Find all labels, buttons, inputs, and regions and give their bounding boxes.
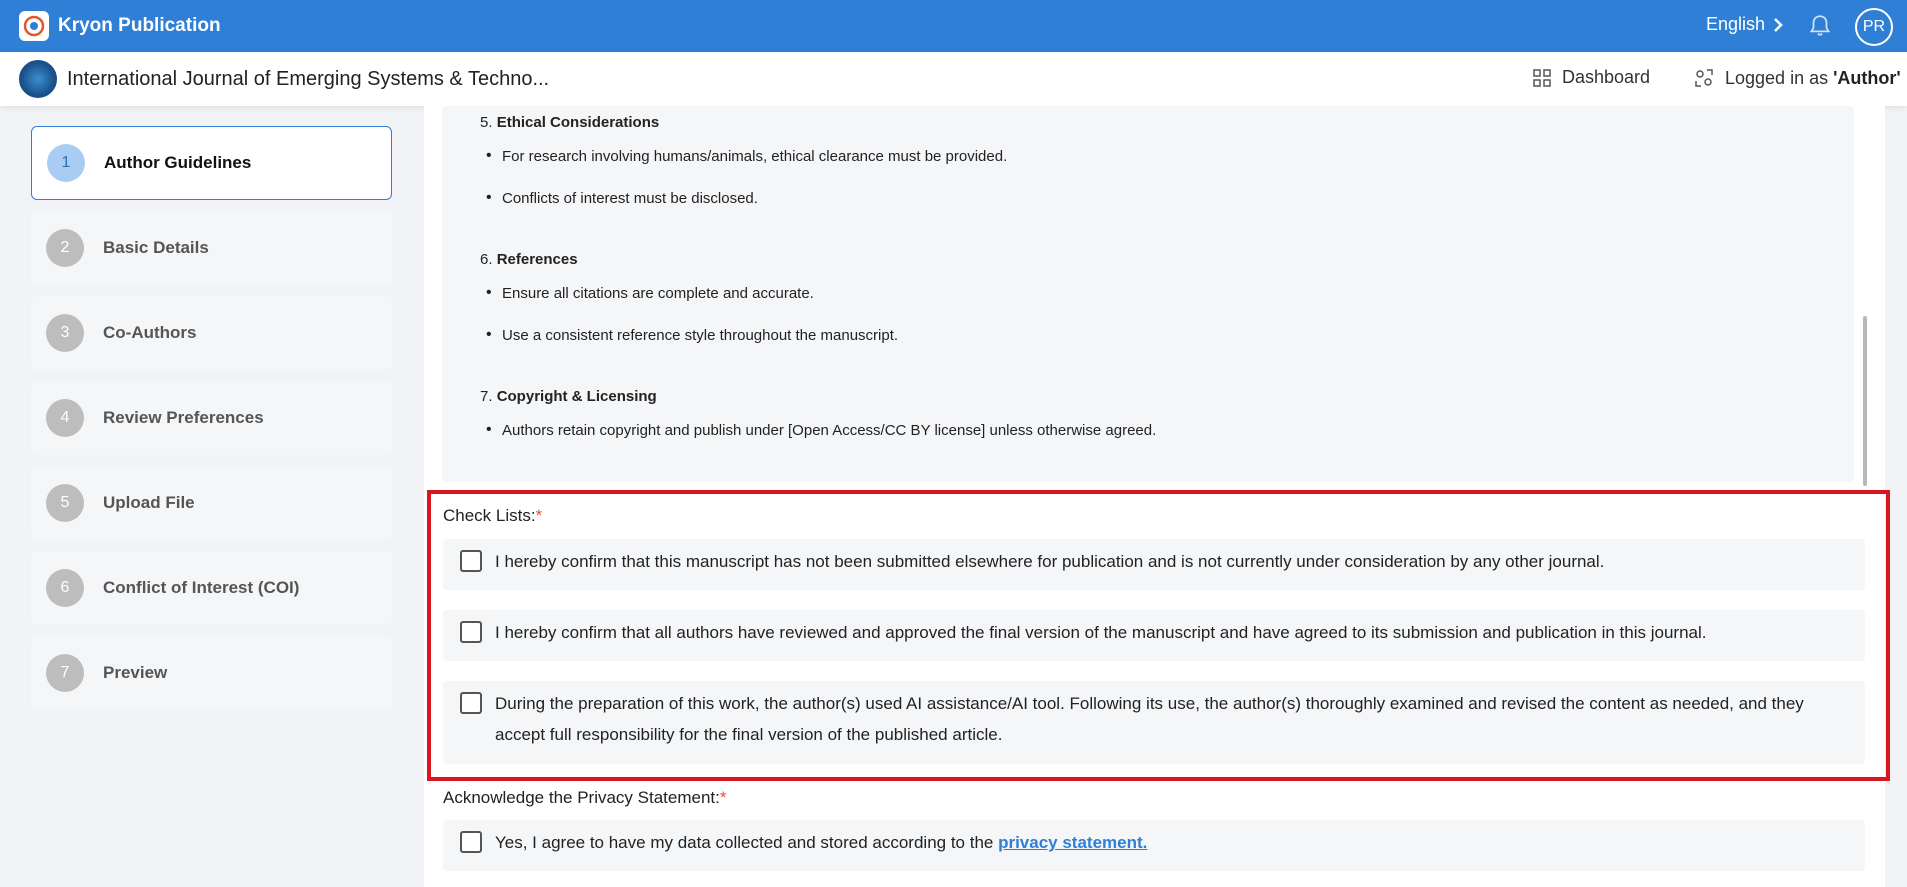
- journal-logo-icon: [19, 60, 57, 98]
- step-label: Upload File: [103, 493, 195, 512]
- logged-in-text: Logged in as 'Author': [1725, 67, 1901, 88]
- chevron-right-icon: [1773, 18, 1783, 32]
- step-co-authors[interactable]: [31, 296, 392, 370]
- journal-title: International Journal of Emerging Systems & Techno...: [67, 67, 550, 90]
- privacy-statement-link[interactable]: privacy statement.: [998, 833, 1148, 852]
- step-number: 2: [46, 229, 84, 267]
- top-bar: [0, 0, 1907, 52]
- dashboard-link[interactable]: [1532, 67, 1650, 88]
- privacy-item: [443, 820, 1865, 871]
- list-item: • For research involving humans/animals, ethical clearance must be provided.: [502, 148, 1007, 165]
- privacy-label: Acknowledge the Privacy Statement:*: [443, 788, 727, 807]
- logged-in-indicator[interactable]: [1693, 67, 1901, 89]
- checklist-text: During the preparation of this work, the author(s) used AI assistance/AI tool. Following its use, the author(s) thoroughly examined and revised the content as needed, and they accept full responsibility for the final version of the published article.: [495, 694, 1804, 744]
- bell-icon[interactable]: [1807, 13, 1833, 39]
- step-number: 7: [46, 654, 84, 692]
- step-review-preferences[interactable]: [31, 381, 392, 455]
- section-title: 6. References: [480, 251, 578, 268]
- list-item: • Authors retain copyright and publish under [Open Access/CC BY license] unless otherwise agreed.: [502, 422, 1156, 439]
- step-label: Basic Details: [103, 238, 209, 257]
- section-title: 7. Copyright & Licensing: [480, 388, 657, 405]
- step-upload-file[interactable]: [31, 466, 392, 540]
- step-label: Author Guidelines: [104, 153, 252, 172]
- step-label: Review Preferences: [103, 408, 264, 427]
- user-avatar[interactable]: PR: [1855, 8, 1893, 46]
- step-preview[interactable]: [31, 636, 392, 710]
- logged-in-role: 'Author': [1833, 67, 1901, 88]
- dashboard-label: Dashboard: [1562, 67, 1651, 87]
- dashboard-grid-icon: [1532, 68, 1552, 88]
- step-number: 3: [46, 314, 84, 352]
- step-number: 1: [47, 144, 85, 182]
- journal-bar: [0, 52, 1907, 106]
- step-number: 5: [46, 484, 84, 522]
- switch-user-icon: [1693, 67, 1715, 89]
- list-item: • Use a consistent reference style throughout the manuscript.: [502, 327, 898, 344]
- step-basic-details[interactable]: [31, 211, 392, 285]
- scrollbar-thumb[interactable]: [1863, 316, 1867, 486]
- list-item: • Conflicts of interest must be disclosed.: [502, 190, 758, 207]
- privacy-checkbox[interactable]: [460, 831, 482, 853]
- section-title: 5. Ethical Considerations: [480, 114, 660, 131]
- step-label: Co-Authors: [103, 323, 197, 342]
- step-label: Conflict of Interest (COI): [103, 578, 300, 597]
- kryon-logo-icon[interactable]: [19, 11, 49, 41]
- step-number: 6: [46, 569, 84, 607]
- language-label: English: [1706, 14, 1766, 34]
- privacy-text: Yes, I agree to have my data collected and stored according to the privacy statement.: [495, 833, 1148, 852]
- list-item: • Ensure all citations are complete and accurate.: [502, 285, 814, 302]
- checklist-text: I hereby confirm that this manuscript has not been submitted elsewhere for publication and is not currently under consideration by any other journal.: [495, 552, 1605, 571]
- required-mark: *: [535, 506, 543, 525]
- checklists-label: Check Lists:*: [443, 506, 543, 525]
- step-label: Preview: [103, 663, 168, 682]
- required-mark: *: [719, 788, 727, 807]
- checklists-highlight-frame: [427, 490, 1890, 781]
- checklist-text: I hereby confirm that all authors have reviewed and approved the final version of the manuscript and have agreed to its submission and publication in this journal.: [495, 623, 1707, 642]
- brand-name: Kryon Publication: [58, 15, 221, 36]
- step-author-guidelines[interactable]: [31, 126, 392, 200]
- step-conflict-of-interest[interactable]: [31, 551, 392, 625]
- step-number: 4: [46, 399, 84, 437]
- guidelines-scroll-box[interactable]: [442, 106, 1854, 482]
- language-selector[interactable]: [1706, 14, 1783, 35]
